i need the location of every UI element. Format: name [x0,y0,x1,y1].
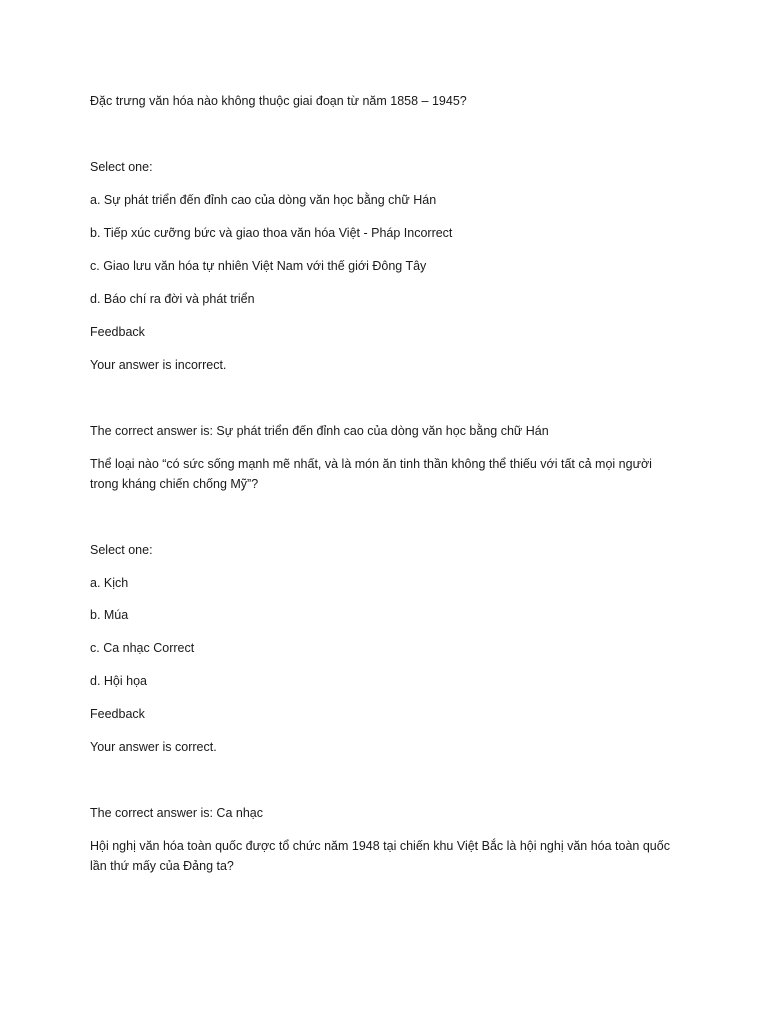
question-1-correct-answer: The correct answer is: Sự phát triển đến đỉnh cao của dòng văn học bằng chữ Hán [90,424,549,438]
question-2-option-a: a. Kịch [90,576,129,590]
question-2-prompt-line-2: trong kháng chiến chống Mỹ”? [90,477,259,491]
question-2-select-label: Select one: [90,543,153,557]
question-1-option-a: a. Sự phát triển đến đỉnh cao của dòng văn học bằng chữ Hán [90,193,437,207]
question-1-feedback-label: Feedback [90,325,145,339]
question-3-prompt-line-2: lần thứ mấy của Đảng ta? [90,859,234,873]
question-2-correct-answer: The correct answer is: Ca nhạc [90,806,263,820]
question-1-option-c: c. Giao lưu văn hóa tự nhiên Việt Nam với thế giới Đông Tây [90,259,427,273]
question-3-prompt-line-1: Hội nghị văn hóa toàn quốc được tổ chức năm 1948 tại chiến khu Việt Bắc là hội nghị văn hóa toàn quốc [90,839,670,853]
question-2-feedback-label: Feedback [90,707,145,721]
question-1-prompt: Đặc trưng văn hóa nào không thuộc giai đoạn từ năm 1858 – 1945? [90,94,467,108]
question-1-option-d: d. Báo chí ra đời và phát triển [90,292,255,306]
question-2-option-b: b. Múa [90,608,129,622]
question-2-option-d: d. Hội họa [90,674,147,688]
question-2-result: Your answer is correct. [90,740,217,754]
question-2-prompt-line-1: Thể loại nào “có sức sống mạnh mẽ nhất, và là món ăn tinh thần không thể thiếu với tất cả mọi người [90,457,652,471]
question-1-option-b: b. Tiếp xúc cưỡng bức và giao thoa văn hóa Việt - Pháp Incorrect [90,226,453,240]
question-2-option-c: c. Ca nhạc Correct [90,641,195,655]
question-1-select-label: Select one: [90,160,153,174]
question-1-result: Your answer is incorrect. [90,358,227,372]
